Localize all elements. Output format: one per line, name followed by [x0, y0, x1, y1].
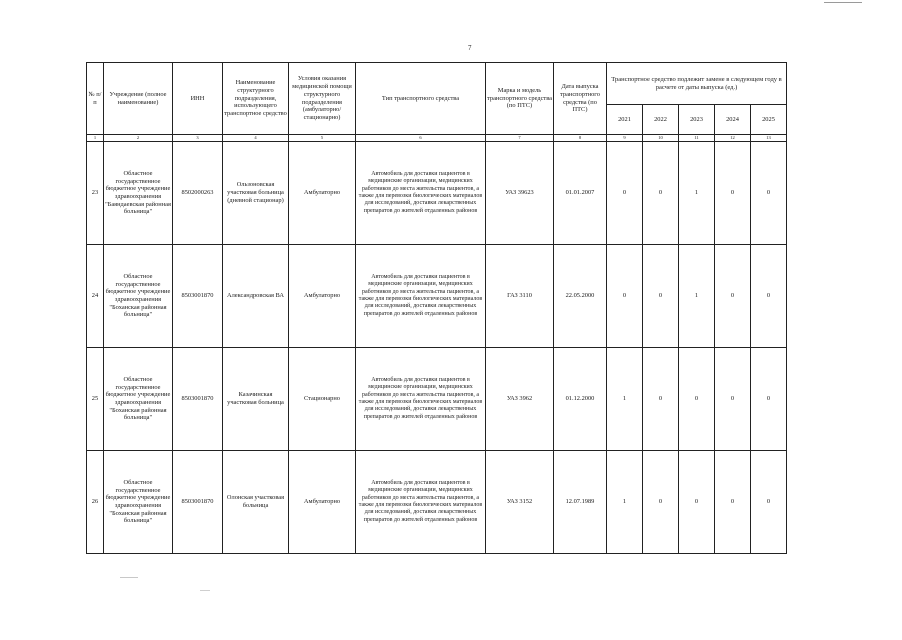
cell-year-value: 1 [679, 245, 715, 348]
column-number: 5 [289, 135, 356, 142]
cell-year-value: 1 [607, 451, 643, 554]
cell-year-value: 0 [751, 245, 787, 348]
table-row [87, 348, 787, 451]
cell-subdivision: Олонская участковая больница [223, 451, 289, 554]
table-row [87, 451, 787, 554]
header-year: 2023 [679, 105, 715, 135]
cell-year-value: 0 [643, 451, 679, 554]
column-number: 6 [356, 135, 486, 142]
column-number: 4 [223, 135, 289, 142]
cell-institution: Областное государственное бюджетное учреждение здравоохранения "Баяндаевская районная больница" [104, 142, 173, 245]
cell-inn: 8503001870 [173, 245, 223, 348]
scan-artifact [200, 590, 210, 591]
cell-num: 24 [87, 245, 104, 348]
cell-institution: Областное государственное бюджетное учреждение здравоохранения "Боханская районная больница" [104, 348, 173, 451]
cell-institution: Областное государственное бюджетное учреждение здравоохранения "Боханская районная больница" [104, 245, 173, 348]
header-care-conditions: Условия оказания медицинской помощи структурного подразделения (амбулаторно/стационарно) [289, 63, 356, 135]
cell-release-date: 22.05.2000 [554, 245, 607, 348]
cell-year-value: 0 [643, 142, 679, 245]
cell-year-value: 0 [715, 142, 751, 245]
cell-release-date: 01.12.2000 [554, 348, 607, 451]
table-row [87, 142, 787, 245]
cell-num: 23 [87, 142, 104, 245]
cell-vehicle-type: Автомобиль для доставки пациентов в медицинские организации, медицинских работников до места жительства пациентов, а также для перевозки биологических материалов для исследований, доставки лекарственных препаратов до жителей отдаленных районов [356, 348, 486, 451]
cell-year-value: 1 [607, 348, 643, 451]
cell-subdivision: Ользоновская участковая больница (дневной стационар) [223, 142, 289, 245]
header-vehicle-type: Тип транспортного средства [356, 63, 486, 135]
header-replacement: Транспортное средство подлежит замене в следующем году в расчете от даты выпуска (ед.) [607, 63, 787, 105]
header-num: № п/п [87, 63, 104, 135]
cell-year-value: 0 [643, 245, 679, 348]
cell-care-conditions: Амбулаторно [289, 142, 356, 245]
cell-vehicle-type: Автомобиль для доставки пациентов в медицинские организации, медицинских работников до места жительства пациентов, а также для перевозки биологических материалов для исследований, доставки лекарственных препаратов до жителей отдаленных районов [356, 142, 486, 245]
cell-inn: 8503001870 [173, 348, 223, 451]
column-number: 13 [751, 135, 787, 142]
cell-institution: Областное государственное бюджетное учреждение здравоохранения "Боханская районная больница" [104, 451, 173, 554]
cell-care-conditions: Амбулаторно [289, 245, 356, 348]
cell-year-value: 0 [607, 142, 643, 245]
scan-artifact [824, 2, 862, 3]
header-year: 2024 [715, 105, 751, 135]
cell-subdivision: Казачинская участковая больница [223, 348, 289, 451]
cell-num: 26 [87, 451, 104, 554]
cell-vehicle-type: Автомобиль для доставки пациентов в медицинские организации, медицинских работников до места жительства пациентов, а также для перевозки биологических материалов для исследований, доставки лекарственных препаратов до жителей отдаленных районов [356, 451, 486, 554]
header-year: 2022 [643, 105, 679, 135]
cell-subdivision: Александровская ВА [223, 245, 289, 348]
cell-year-value: 0 [751, 451, 787, 554]
cell-year-value: 0 [715, 451, 751, 554]
scan-artifact [120, 577, 138, 578]
cell-year-value: 0 [643, 348, 679, 451]
cell-release-date: 01.01.2007 [554, 142, 607, 245]
cell-care-conditions: Амбулаторно [289, 451, 356, 554]
cell-year-value: 0 [607, 245, 643, 348]
column-number: 9 [607, 135, 643, 142]
header-inn: ИНН [173, 63, 223, 135]
cell-model: ГАЗ 3110 [486, 245, 554, 348]
column-number: 3 [173, 135, 223, 142]
vehicle-replacement-table [86, 62, 787, 554]
cell-inn: 8502000263 [173, 142, 223, 245]
column-number: 10 [643, 135, 679, 142]
header-year: 2021 [607, 105, 643, 135]
cell-year-value: 0 [751, 348, 787, 451]
column-number: 12 [715, 135, 751, 142]
header-release-date: Дата выпуска транспортного средства (по ПТС) [554, 63, 607, 135]
header-row [87, 63, 787, 105]
cell-year-value: 0 [679, 451, 715, 554]
column-number: 1 [87, 135, 104, 142]
cell-model: УАЗ 39623 [486, 142, 554, 245]
cell-vehicle-type: Автомобиль для доставки пациентов в медицинские организации, медицинских работников до места жительства пациентов, а также для перевозки биологических материалов для исследований, доставки лекарственных препаратов до жителей отдаленных районов [356, 245, 486, 348]
header-model: Марка и модель транспортного средства (по ПТС) [486, 63, 554, 135]
cell-inn: 8503001870 [173, 451, 223, 554]
cell-model: УАЗ 3152 [486, 451, 554, 554]
header-subdivision: Наименование структурного подразделения, использующего транспортное средство [223, 63, 289, 135]
cell-year-value: 0 [715, 348, 751, 451]
cell-year-value: 0 [751, 142, 787, 245]
cell-year-value: 0 [679, 348, 715, 451]
cell-num: 25 [87, 348, 104, 451]
column-number: 2 [104, 135, 173, 142]
header-year: 2025 [751, 105, 787, 135]
column-number: 11 [679, 135, 715, 142]
table-row [87, 245, 787, 348]
header-institution: Учреждение (полное наименование) [104, 63, 173, 135]
page-number: 7 [468, 44, 472, 52]
column-number-row [87, 135, 787, 142]
cell-release-date: 12.07.1989 [554, 451, 607, 554]
cell-year-value: 0 [715, 245, 751, 348]
column-number: 7 [486, 135, 554, 142]
column-number: 8 [554, 135, 607, 142]
cell-care-conditions: Стационарно [289, 348, 356, 451]
cell-model: УАЗ 3962 [486, 348, 554, 451]
cell-year-value: 1 [679, 142, 715, 245]
